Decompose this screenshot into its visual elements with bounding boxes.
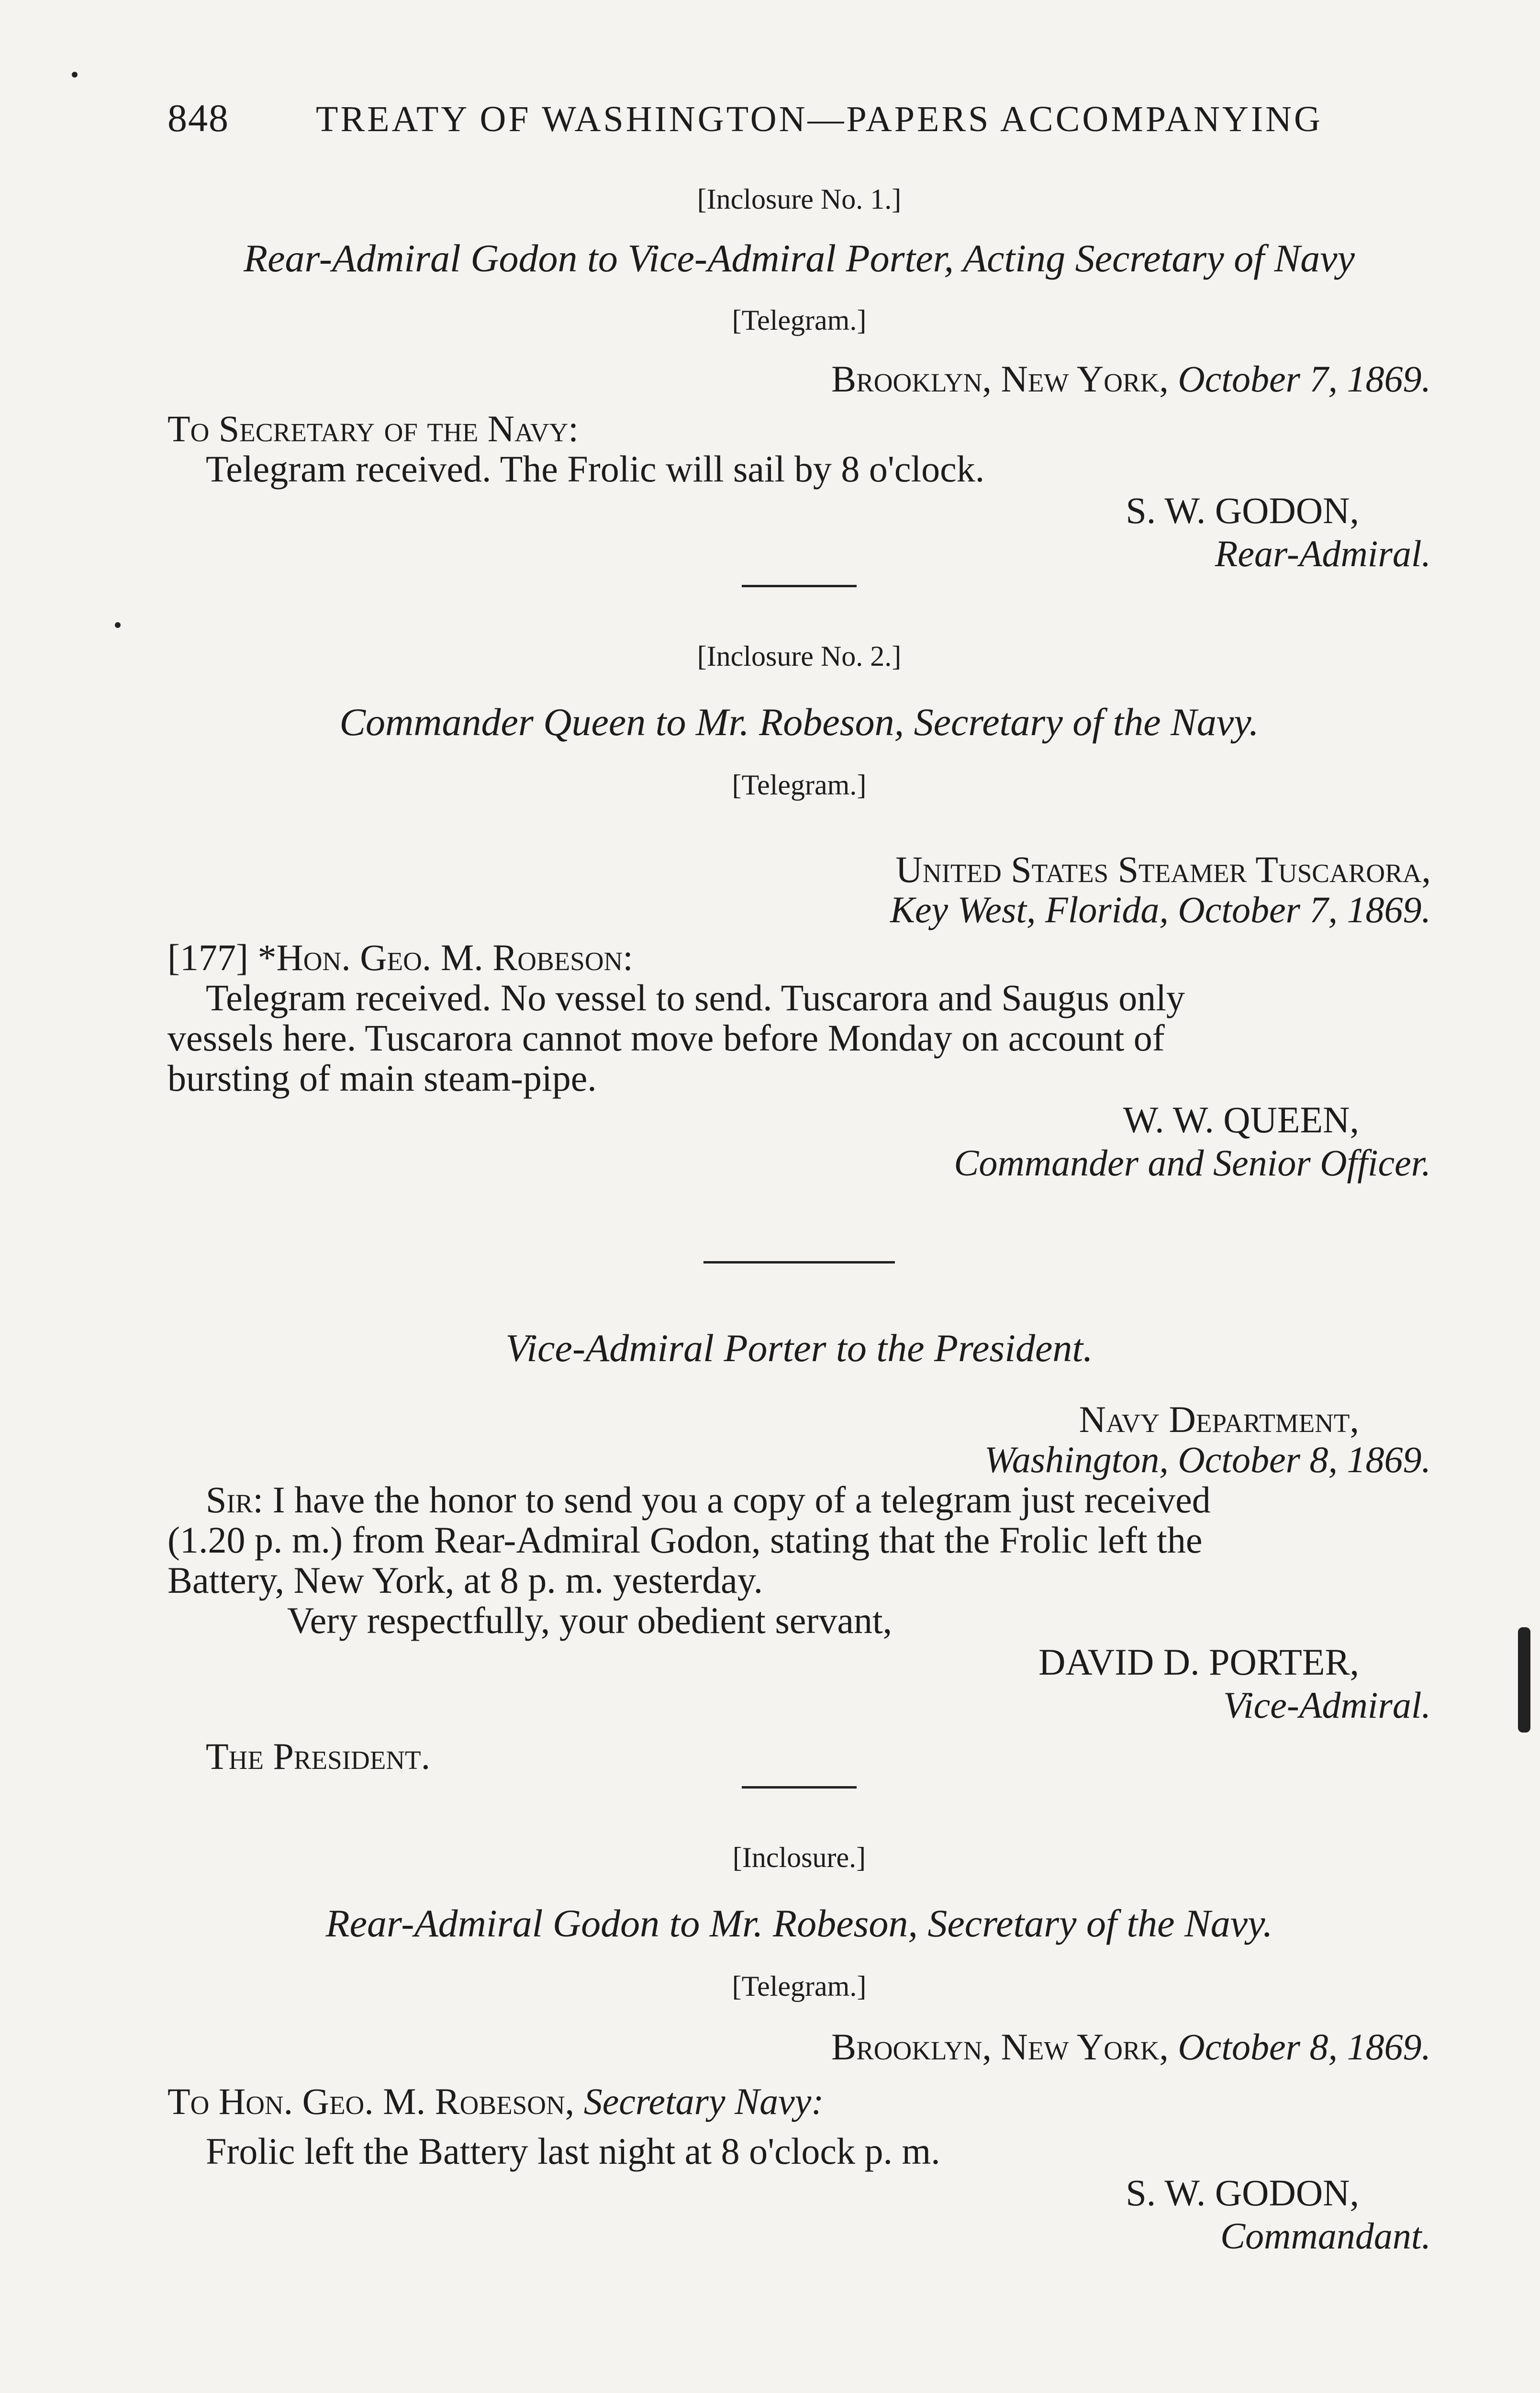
message-body-line: bursting of main steam-pipe. — [167, 1057, 597, 1099]
message-body-line: vessels here. Tuscarora cannot move before Monday on account of — [167, 1017, 1165, 1059]
addressee: [177] *Hon. Geo. M. Robeson: — [167, 937, 633, 978]
dateline: Brooklyn, New York, October 8, 1869. — [831, 2026, 1431, 2068]
addressee: To Secretary of the Navy: — [167, 408, 579, 449]
message-body: Frolic left the Battery last night at 8 o'clock p. m. — [206, 2130, 940, 2172]
document-page — [167, 96, 1431, 2258]
inclosure-label: [Inclosure No. 1.] — [697, 183, 902, 215]
document-title: Commander Queen to Mr. Robeson, Secretary of the Navy. — [339, 700, 1259, 744]
dateline: Brooklyn, New York, October 7, 1869. — [831, 358, 1431, 400]
page-header — [167, 96, 1431, 141]
signer-name: W. W. QUEEN, — [1123, 1099, 1359, 1141]
signer-rank: Rear-Admiral. — [1215, 533, 1431, 574]
signer-rank: Commander and Senior Officer. — [954, 1142, 1431, 1184]
letter-body-line: Sir: I have the honor to send you a copy of a telegram just received — [206, 1479, 1211, 1521]
dateline-date: Key West, Florida, October 7, 1869. — [890, 889, 1431, 930]
section-divider — [742, 1786, 857, 1789]
signer-name: S. W. GODON, — [1126, 490, 1359, 531]
dateline-place: United States Steamer Tuscarora, — [895, 849, 1431, 890]
telegram-label: [Telegram.] — [732, 304, 867, 336]
document-title: Rear-Admiral Godon to Vice-Admiral Porter, Acting Secretary of Navy — [244, 236, 1355, 280]
letter-body-line: (1.20 p. m.) from Rear-Admiral Godon, stating that the Frolic left the — [167, 1519, 1203, 1561]
running-title: TREATY OF WASHINGTON—PAPERS ACCOMPANYING — [316, 99, 1323, 139]
page-number: 848 — [167, 96, 229, 140]
section-divider — [742, 585, 857, 587]
telegram-label: [Telegram.] — [732, 769, 867, 801]
dateline-date: Washington, October 8, 1869. — [984, 1439, 1431, 1480]
document-title: Rear-Admiral Godon to Mr. Robeson, Secretary of the Navy. — [325, 1901, 1273, 1945]
telegram-label: [Telegram.] — [732, 1970, 867, 2002]
signer-rank: Vice-Admiral. — [1223, 1684, 1431, 1726]
print-speck — [72, 72, 78, 78]
inclosure-label: [Inclosure No. 2.] — [697, 640, 902, 672]
letter-body-line: Battery, New York, at 8 p. m. yesterday. — [167, 1559, 763, 1601]
addressee: To Hon. Geo. M. Robeson, Secretary Navy: — [167, 2080, 824, 2122]
print-speck — [115, 622, 121, 628]
dateline-place: Navy Department, — [1079, 1398, 1359, 1440]
message-body-line: Telegram received. No vessel to send. Tuscarora and Saugus only — [206, 977, 1185, 1018]
signer-rank: Commandant. — [1220, 2215, 1431, 2257]
document-title: Vice-Admiral Porter to the President. — [505, 1326, 1093, 1370]
inclosure-label: [Inclosure.] — [732, 1842, 866, 1873]
page-marker: [177] — [167, 937, 248, 978]
closing: Very respectfully, your obedient servant, — [287, 1599, 893, 1641]
signer-name: DAVID D. PORTER, — [1038, 1641, 1359, 1683]
signer-name: S. W. GODON, — [1126, 2172, 1359, 2214]
margin-mark — [1518, 1627, 1530, 1733]
addressee: The President. — [206, 1735, 431, 1777]
message-body: Telegram received. The Frolic will sail by 8 o'clock. — [206, 448, 985, 490]
section-divider — [703, 1261, 895, 1264]
